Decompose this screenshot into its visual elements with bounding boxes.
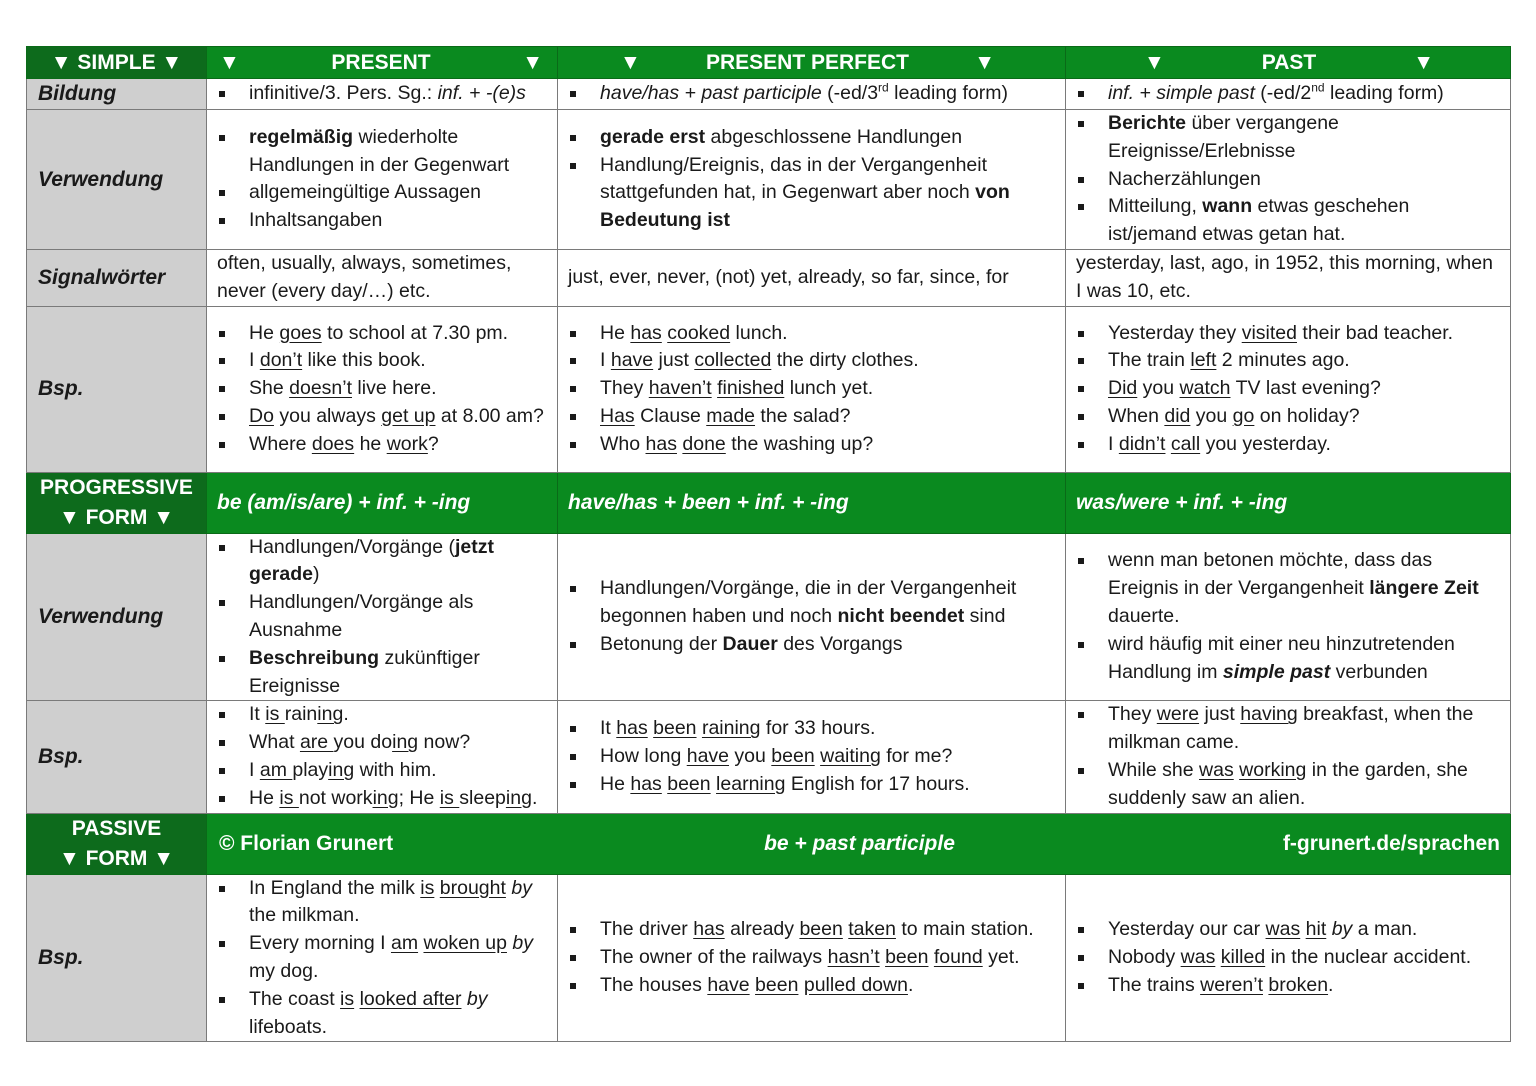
row-label-verwendung: Verwendung: [27, 533, 207, 701]
example-sentence: It is raining.: [217, 701, 547, 729]
bullet-item: Handlung/Ereignis, das in der Vergangenheit stattgefunden hat, in Gegenwart aber noch von Bedeutung ist: [568, 152, 1055, 235]
arrow-down-icon: ▼: [974, 50, 995, 74]
bullet-item: Betonung der Dauer des Vorgangs: [568, 631, 1055, 659]
row-label-bsp: Bsp.: [27, 306, 207, 472]
example-sentence: Yesterday they visited their bad teacher.: [1076, 320, 1500, 348]
example-sentence: Nobody was killed in the nuclear accident.: [1076, 944, 1500, 972]
bsp-past: [1066, 306, 1511, 472]
progressive-bsp-row: [27, 701, 1511, 813]
passive-header-bar: [207, 813, 1511, 874]
row-label-bsp: Bsp.: [27, 874, 207, 1042]
bullet-item: allgemeingültige Aussagen: [217, 179, 547, 207]
bullet-item: Handlungen/Vorgänge (jetzt gerade): [217, 534, 547, 590]
progressive-header-row: [27, 472, 1511, 533]
present-perfect-header: ▼ PRESENT PERFECT ▼: [558, 47, 1066, 79]
example-sentence: I don’t like this book.: [217, 347, 547, 375]
progressive-formula-present-perfect: have/has + been + inf. + -ing: [558, 472, 1066, 533]
row-label-signal: Signalwörter: [27, 249, 207, 306]
verwendung-present: [207, 110, 558, 250]
bildung-past: inf. + simple past (-ed/2nd leading form): [1066, 79, 1511, 110]
example-sentence: Who has done the washing up?: [568, 431, 1055, 459]
progressive-bsp-present-perfect: [558, 701, 1066, 813]
arrow-down-icon: ▼: [219, 50, 240, 74]
example-sentence: While she was working in the garden, she suddenly saw an alien.: [1076, 757, 1500, 813]
signal-row: [27, 249, 1511, 306]
bullet-item: wird häufig mit einer neu hinzutretenden Handlung im simple past verbunden: [1076, 631, 1500, 687]
bullet-item: Beschreibung zukünftiger Ereignisse: [217, 645, 547, 701]
progressive-verwendung-present-perfect: [558, 533, 1066, 701]
signal-present: often, usually, always, sometimes, never (every day/…) etc.: [207, 249, 558, 306]
example-sentence: She doesn’t live here.: [217, 375, 547, 403]
example-sentence: How long have you been waiting for me?: [568, 743, 1055, 771]
copyright-text: © Florian Grunert: [219, 831, 394, 855]
example-sentence: Do you always get up at 8.00 am?: [217, 403, 547, 431]
signal-present-perfect: just, ever, never, (not) yet, already, so far, since, for: [558, 249, 1066, 306]
bullet-item: gerade erst abgeschlossene Handlungen: [568, 124, 1055, 152]
example-sentence: The houses have been pulled down.: [568, 972, 1055, 1000]
bullet-item: Berichte über vergangene Ereignisse/Erlebnisse: [1076, 110, 1500, 166]
bullet-item: Inhaltsangaben: [217, 207, 547, 235]
passive-bsp-present: [207, 874, 558, 1042]
passive-formula: be + past participle: [764, 831, 955, 855]
example-sentence: The coast is looked after by lifeboats.: [217, 986, 547, 1042]
example-sentence: The trains weren’t broken.: [1076, 972, 1500, 1000]
bullet-item: Handlungen/Vorgänge, die in der Vergangenheit begonnen haben und noch nicht beendet sind: [568, 575, 1055, 631]
progressive-bsp-past: [1066, 701, 1511, 813]
example-sentence: Did you watch TV last evening?: [1076, 375, 1500, 403]
example-sentence: In England the milk is brought by the milkman.: [217, 875, 547, 931]
row-label-verwendung: Verwendung: [27, 110, 207, 250]
passive-bsp-row: [27, 874, 1511, 1042]
example-sentence: They haven’t finished lunch yet.: [568, 375, 1055, 403]
row-label-bildung: Bildung: [27, 79, 207, 110]
tense-table: [26, 46, 1511, 1042]
passive-header: PASSIVE ▼ FORM ▼: [27, 813, 207, 874]
example-sentence: Where does he work?: [217, 431, 547, 459]
progressive-verwendung-past: [1066, 533, 1511, 701]
bullet-item: Mitteilung, wann etwas geschehen ist/jemand etwas getan hat.: [1076, 193, 1500, 249]
arrow-down-icon: ▼: [1413, 50, 1434, 74]
example-sentence: He is not working; He is sleeping.: [217, 785, 547, 813]
arrow-down-icon: ▼: [1144, 50, 1165, 74]
bildung-present: infinitive/3. Pers. Sg.: inf. + -(e)s: [207, 79, 558, 110]
bullet-item: regelmäßig wiederholte Handlungen in der Gegenwart: [217, 124, 547, 180]
website-text: f-grunert.de/sprachen: [1282, 831, 1500, 855]
bsp-present-perfect: [558, 306, 1066, 472]
example-sentence: Has Clause made the salad?: [568, 403, 1055, 431]
past-header: ▼ PAST ▼: [1066, 47, 1511, 79]
example-sentence: He has cooked lunch.: [568, 320, 1055, 348]
bullet-item: Nacherzählungen: [1076, 166, 1500, 194]
example-sentence: It has been raining for 33 hours.: [568, 715, 1055, 743]
simple-header-row: [27, 47, 1511, 79]
progressive-bsp-present: [207, 701, 558, 813]
bildung-row: [27, 79, 1511, 110]
signal-past: yesterday, last, ago, in 1952, this morning, when I was 10, etc.: [1066, 249, 1511, 306]
bsp-present: [207, 306, 558, 472]
progressive-formula-present: be (am/is/are) + inf. + -ing: [207, 472, 558, 533]
example-sentence: They were just having breakfast, when the milkman came.: [1076, 701, 1500, 757]
verwendung-past: [1066, 110, 1511, 250]
example-sentence: The driver has already been taken to main station.: [568, 916, 1055, 944]
example-sentence: I have just collected the dirty clothes.: [568, 347, 1055, 375]
progressive-header: PROGRESSIVE ▼ FORM ▼: [27, 472, 207, 533]
example-sentence: The train left 2 minutes ago.: [1076, 347, 1500, 375]
bildung-present-perfect: have/has + past participle (-ed/3rd leading form): [558, 79, 1066, 110]
arrow-down-icon: ▼: [620, 50, 641, 74]
example-sentence: What are you doing now?: [217, 729, 547, 757]
passive-bsp-present-perfect: [558, 874, 1066, 1042]
passive-header-row: [27, 813, 1511, 874]
example-sentence: I am playing with him.: [217, 757, 547, 785]
bullet-item: Handlungen/Vorgänge als Ausnahme: [217, 589, 547, 645]
progressive-verwendung-row: [27, 533, 1511, 701]
verwendung-present-perfect: [558, 110, 1066, 250]
example-sentence: He goes to school at 7.30 pm.: [217, 320, 547, 348]
bullet-item: wenn man betonen möchte, dass das Ereignis in der Vergangenheit längere Zeit dauerte.: [1076, 547, 1500, 630]
progressive-verwendung-present: [207, 533, 558, 701]
arrow-down-icon: ▼: [522, 50, 543, 74]
passive-bsp-past: [1066, 874, 1511, 1042]
example-sentence: He has been learning English for 17 hours.: [568, 771, 1055, 799]
simple-verwendung-row: [27, 110, 1511, 250]
row-label-bsp: Bsp.: [27, 701, 207, 813]
example-sentence: Yesterday our car was hit by a man.: [1076, 916, 1500, 944]
example-sentence: I didn’t call you yesterday.: [1076, 431, 1500, 459]
simple-header: ▼ SIMPLE ▼: [27, 47, 207, 79]
progressive-formula-past: was/were + inf. + -ing: [1066, 472, 1511, 533]
simple-bsp-row: [27, 306, 1511, 472]
example-sentence: Every morning I am woken up by my dog.: [217, 930, 547, 986]
example-sentence: The owner of the railways hasn’t been found yet.: [568, 944, 1055, 972]
example-sentence: When did you go on holiday?: [1076, 403, 1500, 431]
present-header: ▼ PRESENT ▼: [207, 47, 558, 79]
